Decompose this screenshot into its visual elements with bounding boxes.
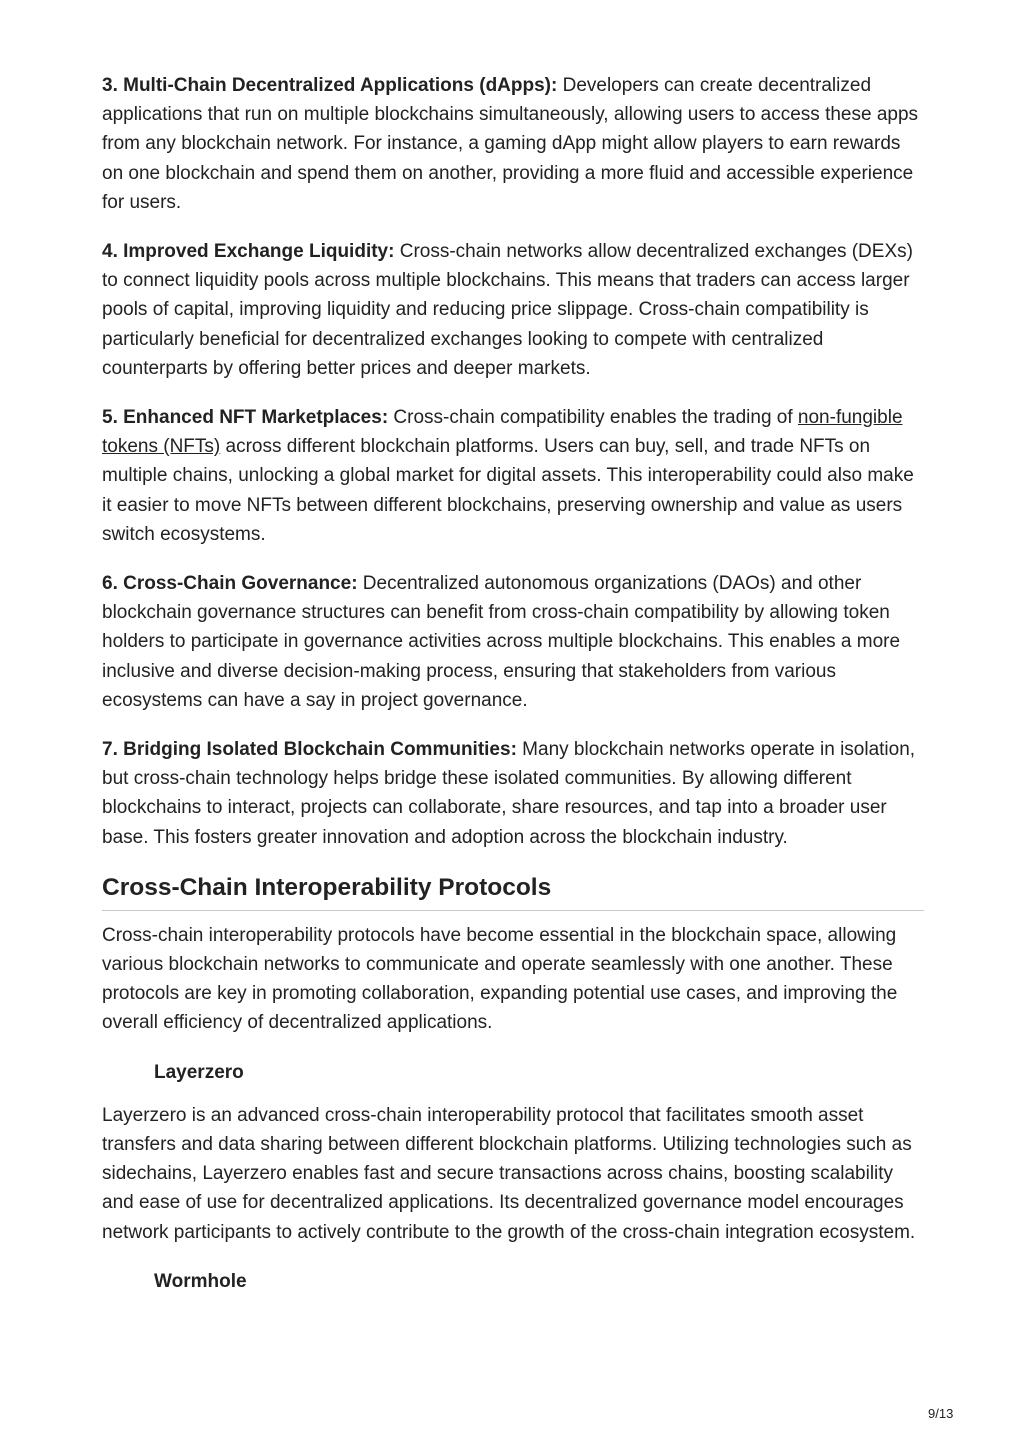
item-text-after: across different blockchain platforms. Users can buy, sell, and trade NFTs on multiple chains, unlocking a global market for digital assets. This interoperability could also make it easier to move NFTs between different blockchains, preserving ownership and value as users switch ecosystems. xyxy=(102,436,914,545)
item-title: 6. Cross-Chain Governance: xyxy=(102,573,358,595)
item-title: 3. Multi-Chain Decentralized Applications (dApps): xyxy=(102,75,558,96)
item-exchange-liquidity xyxy=(102,237,924,383)
item-title: 5. Enhanced NFT Marketplaces: xyxy=(102,407,389,429)
layerzero-heading: Layerzero xyxy=(154,1061,244,1083)
section-intro: Cross-chain interoperability protocols have become essential in the blockchain space, allowing various blockchain networks to communicate and operate seamlessly with one another. These protocols are key in promoting collaboration, expanding potential use cases, and improving the overall efficiency of decentralized applications. xyxy=(102,924,898,1034)
item-text: Cross-chain networks allow decentralized exchanges (DEXs) to connect liquidity pools across multiple blockchains. This means that traders can access larger pools of capital, improving liquidity and reducing price slippage. Cross-chain compatibility is particularly beneficial for decentralized exchanges looking to compete with centralized counterparts by offering better prices and deeper markets. xyxy=(102,241,913,379)
item-nft-marketplaces xyxy=(102,403,924,549)
item-cross-chain-governance xyxy=(102,569,924,715)
item-text: Developers can create decentralized applications that run on multiple blockchains simultaneously, allowing users to access these apps from any blockchain network. For instance, a gaming dApp might allow players to earn rewards on one blockchain and spend them on another, providing a more fluid and accessible experience for users. xyxy=(102,75,919,213)
item-title: 4. Improved Exchange Liquidity: xyxy=(102,241,395,263)
page-number: 9/13 xyxy=(928,1406,954,1421)
item-bridging-communities xyxy=(102,735,924,852)
item-text: Many blockchain networks operate in isolation, but cross-chain technology helps bridge these isolated communities. By allowing different blockchains to interact, projects can collaborate, share resources, and tap into a broader user base. This fosters greater innovation and adoption across the blockchain industry. xyxy=(102,739,916,848)
item-text: Decentralized autonomous organizations (DAOs) and other blockchain governance structures can benefit from cross-chain compatibility by allowing token holders to participate in governance activities across multiple blockchains. This enables a more inclusive and diverse decision-making process, ensuring that stakeholders from various ecosystems can have a say in project governance. xyxy=(102,573,901,711)
layerzero-text: Layerzero is an advanced cross-chain interoperability protocol that facilitates smooth asset transfers and data sharing between different blockchain platforms. Utilizing technologies such as sidechains, Layerzero enables fast and secure transactions across chains, boosting scalability and ease of use for decentralized applications. Its decentralized governance model encourages network participants to actively contribute to the growth of the cross-chain integration ecosystem. xyxy=(102,1104,916,1243)
item-title: 7. Bridging Isolated Blockchain Communities: xyxy=(102,739,517,761)
nft-link[interactable]: non-fungible tokens (NFTs) xyxy=(102,407,903,458)
section-heading: Cross-Chain Interoperability Protocols xyxy=(102,872,924,911)
item-text-before: Cross-chain compatibility enables the trading of xyxy=(388,407,798,429)
wormhole-heading: Wormhole xyxy=(154,1270,247,1292)
document-content xyxy=(102,71,924,1310)
item-multichain-dapps xyxy=(102,71,924,217)
